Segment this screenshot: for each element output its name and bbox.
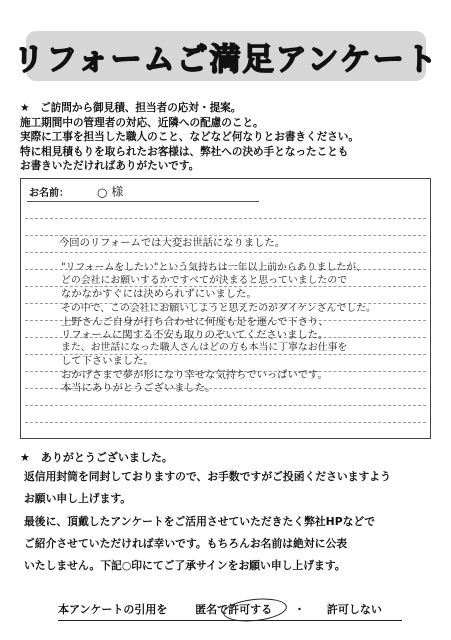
- intro-line: ★ ご訪問から御見積、担当者の応対・提案。: [20, 102, 242, 114]
- comment-line: おかげさまで夢が形になり幸せな気持ちでいっぱいです。: [61, 369, 328, 381]
- name-value: ○ 様: [96, 184, 124, 200]
- option-anonymous-permit[interactable]: 匿名で許可する: [195, 603, 273, 616]
- ruled-line: [25, 218, 426, 219]
- consent-underline: [58, 620, 402, 621]
- comment-line: 今回のリフォームでは大変お世話になりました。: [59, 237, 286, 249]
- closing-line: お願い申し上げます。: [24, 492, 132, 506]
- comment-line: リフォームに関する不安も取りのぞいてくださいました。: [61, 329, 329, 341]
- comment-line: また、お世話になった職人さんはどの方も本当に丁寧なお仕事を: [61, 342, 348, 353]
- consent-prefix: 本アンケートの引用を: [58, 603, 168, 616]
- intro-line: 実際に工事を担当した職人のこと、などなど何なりとお書きください。: [20, 131, 359, 143]
- ruled-line: [25, 422, 426, 423]
- closing-line: 返信用封筒を同封しておりますので、お手数ですがご投函くださいますよう: [24, 470, 391, 483]
- comment-line: "リフォームをしたい"という気持ちは一年以上前からありましたが、: [61, 262, 366, 273]
- ruled-line: [25, 252, 426, 253]
- option-separator: ・: [294, 603, 306, 616]
- comment-line: 本当にありがとうございました。: [61, 382, 216, 394]
- intro-line: 特に相見積もりを取られたお客様は、弊社への決め手となったことも: [20, 145, 349, 158]
- intro-instructions: [20, 101, 435, 174]
- thanks-heading: ★ ありがとうございました。: [20, 451, 173, 464]
- closing-message: [24, 466, 439, 577]
- closing-line: ご紹介させていただければ幸いです。もちろんお名前は絶対に公表: [24, 536, 348, 550]
- comment-form-box: [20, 178, 431, 439]
- page-title: リフォームご満足アンケート: [13, 41, 439, 78]
- name-underline: [27, 201, 259, 202]
- comment-line: 上野さんご自身が打ち合わせに何度も足を運んで下さり、: [61, 316, 329, 328]
- title-banner: [13, 31, 439, 81]
- option-not-permit[interactable]: 許可しない: [326, 603, 382, 616]
- comment-line: なかなかすぐには決められずにいました。: [61, 288, 257, 300]
- name-label: お名前：: [29, 188, 69, 199]
- intro-line: 施工期間中の管理者の対応、近隣への配慮のこと。: [20, 116, 264, 129]
- closing-line: 最後に、頂戴したアンケートをご活用させていただきたく弊社HPなどで: [24, 514, 376, 528]
- comment-line: して下さいました。: [61, 355, 154, 367]
- intro-line: お書きいただければありがたいです。: [20, 160, 200, 172]
- ruled-line: [25, 405, 426, 406]
- closing-line: いたしません。下記○印にてご了承サインをお願い申し上げます。: [24, 559, 346, 573]
- comment-line: どの会社にお願いするかですべてが決まると思っていましたので: [61, 275, 348, 286]
- comment-line: その中で、この会社にお願いしようと思えたのがダイケンさんでした。: [61, 303, 376, 314]
- name-row: [29, 183, 123, 200]
